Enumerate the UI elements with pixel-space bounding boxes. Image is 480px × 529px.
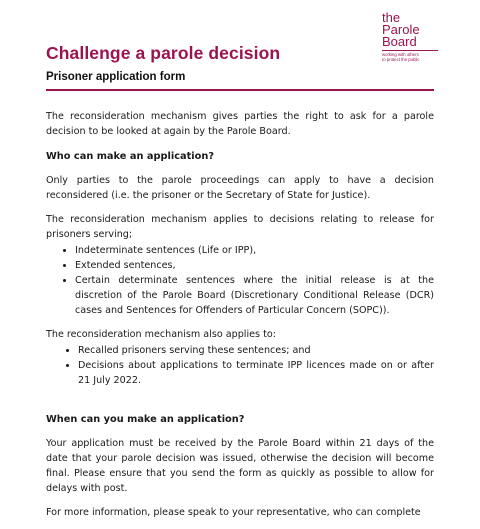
page-subtitle: Prisoner application form xyxy=(46,71,186,83)
who-paragraph-2: The reconsideration mechanism applies to decisions relating to release for prisoners serving; xyxy=(46,214,434,240)
who-paragraph-3: The reconsideration mechanism also applies to: xyxy=(46,329,276,340)
logo-line-2: Board xyxy=(382,34,417,49)
when-heading: When can you make an application? xyxy=(46,414,245,425)
who-paragraph-1: Only parties to the parole proceedings can apply to have a decision reconsidered (i.e. the prisoner or the Secretary of State for Justice). xyxy=(46,175,434,201)
list-item: • Extended sentences, xyxy=(75,258,434,273)
list-item: • Recalled prisoners serving these sentences; and xyxy=(78,343,434,358)
logo-tagline-1: working with others xyxy=(382,52,419,57)
logo-line-1: Parole xyxy=(382,22,420,37)
page-title: Challenge a parole decision xyxy=(46,43,281,63)
list-item: • Indeterminate sentences (Life or IPP), xyxy=(75,243,434,258)
title-divider xyxy=(46,89,434,91)
when-paragraph-2: For more information, please speak to your representative, who can complete xyxy=(46,507,421,518)
logo-divider xyxy=(382,50,438,51)
logo-tagline-2: to protect the public xyxy=(382,57,420,62)
parole-board-logo xyxy=(382,12,444,62)
list-item: • Decisions about applications to terminate IPP licences made on or after 21 July 2022. xyxy=(78,358,434,388)
also-applies-list xyxy=(46,343,434,388)
who-heading: Who can make an application? xyxy=(46,151,215,162)
when-paragraph-1: Your application must be received by the Parole Board within 21 days of the date that your parole decision was issued, otherwise the decision will become final. Please ensure that you send the form as quickly as possible to allow for delays with post. xyxy=(46,438,434,494)
logo-the: the xyxy=(382,10,401,25)
list-item: • Certain determinate sentences where the initial release is at the discretion of the Parole Board (Discretionary Conditional Release (DCR) cases and Sentences for Offenders of Particular Concern (SOPC)). xyxy=(75,273,434,318)
document-body xyxy=(46,109,434,529)
sentence-types-list xyxy=(46,243,434,318)
intro-paragraph: The reconsideration mechanism gives parties the right to ask for a parole decision to be looked at again by the Parole Board. xyxy=(46,111,434,137)
